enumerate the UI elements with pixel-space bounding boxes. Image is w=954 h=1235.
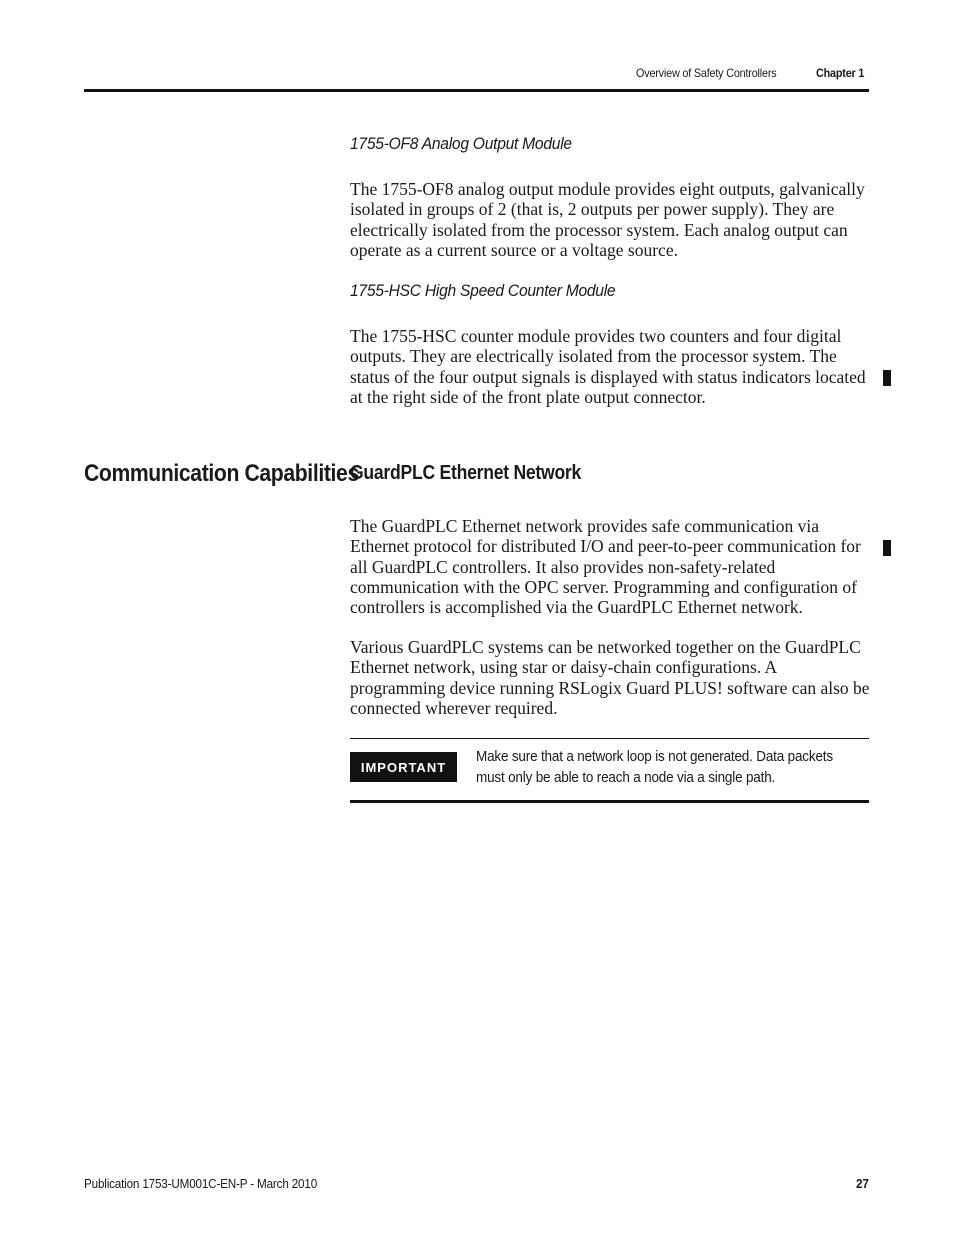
header-section-title: Overview of Safety Controllers xyxy=(636,66,777,80)
change-bar xyxy=(883,370,891,386)
ethernet-paragraph-2: Various GuardPLC systems can be networked together on the GuardPLC Ethernet network, using star or daisy-chain configurations. A programming device running RSLogix Guard PLUS! software can also be connected wherever required. xyxy=(350,637,870,718)
header-chapter-label: Chapter 1 xyxy=(816,66,865,80)
important-badge: IMPORTANT xyxy=(350,752,457,782)
header-rule xyxy=(84,89,869,92)
guardplc-ethernet-heading: GuardPLC Ethernet Network xyxy=(350,462,582,484)
module-of8-title: 1755-OF8 Analog Output Module xyxy=(350,134,572,153)
footer-publication: Publication 1753-UM001C-EN-P - March 2010 xyxy=(84,1176,318,1191)
important-top-rule xyxy=(350,738,869,739)
ethernet-paragraph-1: The GuardPLC Ethernet network provides safe communication via Ethernet protocol for distributed I/O and peer-to-peer communication for all GuardPLC controllers. It also provides non-safety-related communication with the OPC server. Programming and configuration of controllers is accomplished via the GuardPLC Ethernet network. xyxy=(350,516,861,618)
important-bottom-rule xyxy=(350,800,869,803)
module-hsc-body: The 1755-HSC counter module provides two counters and four digital outputs. They are electrically isolated from the processor system. The status of the four output signals is displayed with status indicators located at the right side of the front plate output connector. xyxy=(350,326,866,407)
module-of8-body: The 1755-OF8 analog output module provides eight outputs, galvanically isolated in groups of 2 (that is, 2 outputs per power supply). They are electrically isolated from the processor system. Each analog output can operate as a current source or a voltage source. xyxy=(350,179,865,260)
important-text: Make sure that a network loop is not generated. Data packets must only be able to reach a node via a single path. xyxy=(476,748,833,786)
change-bar xyxy=(883,540,891,556)
communication-side-title: Communication Capabilities xyxy=(84,460,359,487)
footer-page-number: 27 xyxy=(856,1176,869,1191)
module-hsc-title: 1755-HSC High Speed Counter Module xyxy=(350,281,616,300)
